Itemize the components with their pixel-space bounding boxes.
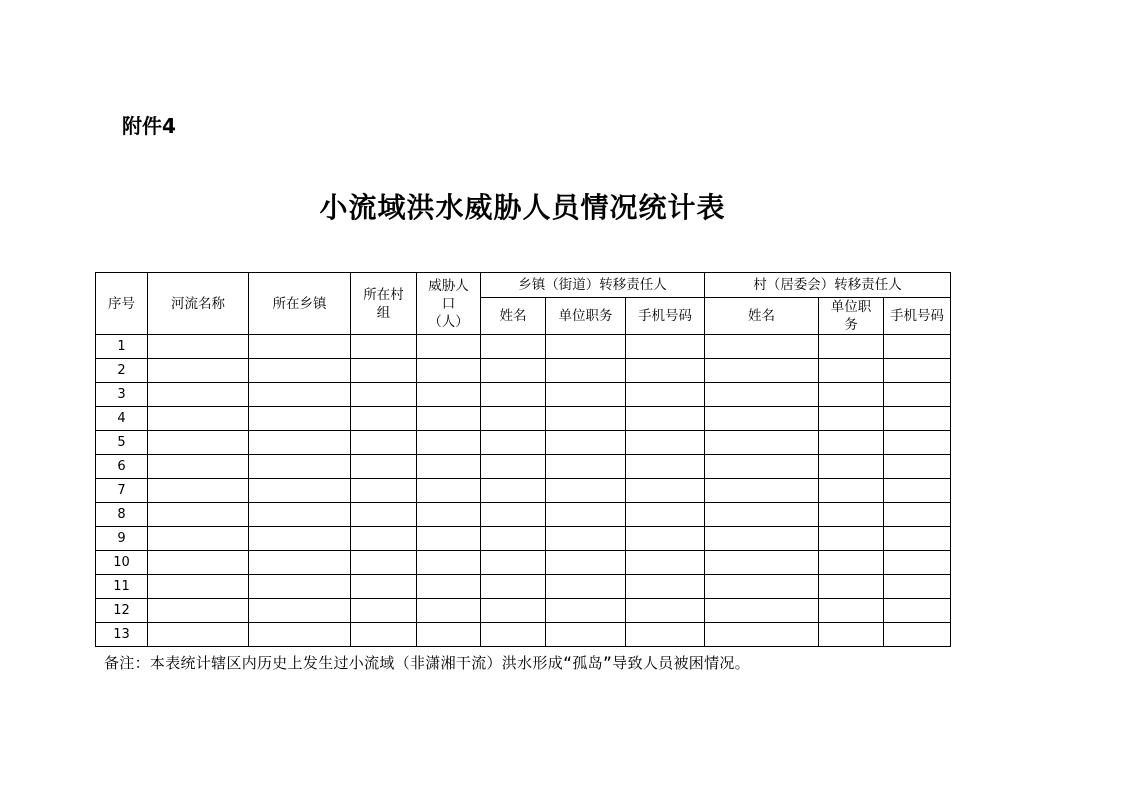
table-row: [96, 383, 951, 407]
footnote: 备注：本表统计辖区内历史上发生过小流域（非潇湘干流）洪水形成“孤岛”导致人员被困情况。: [104, 654, 750, 672]
table-cell[interactable]: [249, 575, 351, 599]
header-village-responsible: 村（居委会）转移责任人: [705, 273, 951, 298]
table-row: [96, 527, 951, 551]
row-number: 13: [96, 623, 148, 647]
table-cell[interactable]: [626, 551, 705, 575]
table-cell[interactable]: [884, 527, 951, 551]
table-cell[interactable]: [351, 359, 417, 383]
table-cell[interactable]: [417, 431, 481, 455]
table-row: [96, 575, 951, 599]
table-cell[interactable]: [546, 503, 626, 527]
table-cell[interactable]: [417, 479, 481, 503]
table-cell[interactable]: [819, 479, 884, 503]
row-number: 3: [96, 383, 148, 407]
table-cell[interactable]: [546, 479, 626, 503]
table-cell[interactable]: [148, 407, 249, 431]
table-cell[interactable]: [351, 335, 417, 359]
table-cell[interactable]: [481, 551, 546, 575]
row-number: 6: [96, 455, 148, 479]
row-number: 8: [96, 503, 148, 527]
table-cell[interactable]: [626, 599, 705, 623]
table-cell[interactable]: [417, 359, 481, 383]
table-cell[interactable]: [626, 623, 705, 647]
table-cell[interactable]: [705, 431, 819, 455]
row-number: 1: [96, 335, 148, 359]
table-row: [96, 455, 951, 479]
table-cell[interactable]: [351, 407, 417, 431]
table-cell[interactable]: [148, 383, 249, 407]
table-cell[interactable]: [249, 503, 351, 527]
table-cell[interactable]: [884, 383, 951, 407]
table-cell[interactable]: [546, 407, 626, 431]
table-cell[interactable]: [705, 527, 819, 551]
table-cell[interactable]: [148, 575, 249, 599]
table-row: [96, 407, 951, 431]
table-cell[interactable]: [884, 455, 951, 479]
table-cell[interactable]: [481, 527, 546, 551]
table-cell[interactable]: [884, 575, 951, 599]
header-township-phone: 手机号码: [626, 298, 705, 335]
table-row: [96, 431, 951, 455]
table-cell[interactable]: [417, 599, 481, 623]
table-cell[interactable]: [626, 479, 705, 503]
table-cell[interactable]: [884, 335, 951, 359]
table-cell[interactable]: [148, 599, 249, 623]
table-cell[interactable]: [351, 479, 417, 503]
table-cell[interactable]: [819, 503, 884, 527]
row-number: 9: [96, 527, 148, 551]
table-cell[interactable]: [481, 335, 546, 359]
table-cell[interactable]: [705, 479, 819, 503]
table-cell[interactable]: [249, 599, 351, 623]
table-row: [96, 503, 951, 527]
row-number: 5: [96, 431, 148, 455]
row-number: 12: [96, 599, 148, 623]
table-cell[interactable]: [705, 551, 819, 575]
table-cell[interactable]: [819, 599, 884, 623]
table-cell[interactable]: [819, 407, 884, 431]
table-row: [96, 479, 951, 503]
table-cell[interactable]: [249, 383, 351, 407]
table-cell[interactable]: [249, 335, 351, 359]
table-cell[interactable]: [884, 431, 951, 455]
header-village-name: 姓名: [705, 298, 819, 335]
table-cell[interactable]: [148, 359, 249, 383]
table-cell[interactable]: [351, 383, 417, 407]
table-cell[interactable]: [148, 335, 249, 359]
table-cell[interactable]: [705, 455, 819, 479]
table-cell[interactable]: [148, 455, 249, 479]
table-cell[interactable]: [546, 575, 626, 599]
table-cell[interactable]: [819, 623, 884, 647]
table-cell[interactable]: [705, 575, 819, 599]
table-cell[interactable]: [884, 551, 951, 575]
table-cell[interactable]: [626, 575, 705, 599]
table-cell[interactable]: [351, 503, 417, 527]
table-cell[interactable]: [884, 359, 951, 383]
table-cell[interactable]: [249, 527, 351, 551]
table-cell[interactable]: [705, 335, 819, 359]
table-cell[interactable]: [819, 383, 884, 407]
table-cell[interactable]: [546, 551, 626, 575]
header-seq: 序号: [96, 273, 148, 335]
table-cell[interactable]: [249, 359, 351, 383]
table-cell[interactable]: [481, 407, 546, 431]
table-cell[interactable]: [148, 551, 249, 575]
table-cell[interactable]: [546, 623, 626, 647]
table-cell[interactable]: [819, 455, 884, 479]
table-cell[interactable]: [546, 383, 626, 407]
table-cell[interactable]: [705, 383, 819, 407]
table-cell[interactable]: [417, 527, 481, 551]
table-cell[interactable]: [249, 407, 351, 431]
table-cell[interactable]: [148, 431, 249, 455]
row-number: 10: [96, 551, 148, 575]
table-cell[interactable]: [626, 503, 705, 527]
table-cell[interactable]: [481, 383, 546, 407]
table-cell[interactable]: [148, 503, 249, 527]
table-cell[interactable]: [546, 599, 626, 623]
table-cell[interactable]: [417, 335, 481, 359]
table-cell[interactable]: [481, 359, 546, 383]
table-cell[interactable]: [884, 407, 951, 431]
header-township-responsible: 乡镇（街道）转移责任人: [481, 273, 705, 298]
table-cell[interactable]: [884, 479, 951, 503]
table-cell[interactable]: [819, 527, 884, 551]
header-village-phone: 手机号码: [884, 298, 951, 335]
table-cell[interactable]: [481, 503, 546, 527]
table-cell[interactable]: [351, 455, 417, 479]
page-title: 小流域洪水威胁人员情况统计表: [319, 191, 726, 224]
table-cell[interactable]: [884, 599, 951, 623]
row-number: 7: [96, 479, 148, 503]
table-cell[interactable]: [819, 431, 884, 455]
table-cell[interactable]: [351, 551, 417, 575]
table-cell[interactable]: [351, 527, 417, 551]
table-cell[interactable]: [249, 551, 351, 575]
table-cell[interactable]: [417, 623, 481, 647]
table-cell[interactable]: [417, 551, 481, 575]
table-cell[interactable]: [546, 359, 626, 383]
table-cell[interactable]: [249, 431, 351, 455]
table-cell[interactable]: [705, 407, 819, 431]
header-village-group: 所在村组: [351, 273, 417, 335]
table-cell[interactable]: [148, 623, 249, 647]
table-cell[interactable]: [481, 455, 546, 479]
table-cell[interactable]: [351, 623, 417, 647]
table-cell[interactable]: [546, 431, 626, 455]
header-township: 所在乡镇: [249, 273, 351, 335]
row-number: 11: [96, 575, 148, 599]
table-cell[interactable]: [705, 359, 819, 383]
table-cell[interactable]: [626, 431, 705, 455]
table-row: [96, 335, 951, 359]
statistics-table: [95, 272, 951, 647]
header-township-name: 姓名: [481, 298, 546, 335]
table-cell[interactable]: [884, 623, 951, 647]
table-cell[interactable]: [546, 455, 626, 479]
table-cell[interactable]: [481, 599, 546, 623]
table-cell[interactable]: [819, 575, 884, 599]
row-number: 2: [96, 359, 148, 383]
table-cell[interactable]: [249, 479, 351, 503]
table-cell[interactable]: [546, 335, 626, 359]
table-cell[interactable]: [819, 359, 884, 383]
header-river-name: 河流名称: [148, 273, 249, 335]
table-cell[interactable]: [148, 527, 249, 551]
table-cell[interactable]: [351, 599, 417, 623]
table-cell[interactable]: [417, 383, 481, 407]
table-row: [96, 551, 951, 575]
table-cell[interactable]: [819, 335, 884, 359]
table-cell[interactable]: [626, 335, 705, 359]
table-row: [96, 623, 951, 647]
table-row: [96, 599, 951, 623]
table-row: [96, 359, 951, 383]
table-cell[interactable]: [417, 575, 481, 599]
table-cell[interactable]: [417, 455, 481, 479]
table-cell[interactable]: [705, 599, 819, 623]
table-cell[interactable]: [626, 527, 705, 551]
header-threatened-population: 威胁人口（人）: [417, 273, 481, 335]
header-village-unit-position: 单位职务: [819, 298, 884, 335]
table-cell[interactable]: [148, 479, 249, 503]
table-cell[interactable]: [481, 575, 546, 599]
table-cell[interactable]: [626, 359, 705, 383]
table-cell[interactable]: [351, 431, 417, 455]
table-cell[interactable]: [351, 575, 417, 599]
table-cell[interactable]: [417, 407, 481, 431]
table-cell[interactable]: [626, 455, 705, 479]
table-cell[interactable]: [546, 527, 626, 551]
table-cell[interactable]: [626, 407, 705, 431]
table-cell[interactable]: [249, 623, 351, 647]
table-cell[interactable]: [819, 551, 884, 575]
header-township-unit-position: 单位职务: [546, 298, 626, 335]
table-cell[interactable]: [417, 503, 481, 527]
table-cell[interactable]: [626, 383, 705, 407]
table-cell[interactable]: [481, 623, 546, 647]
table-cell[interactable]: [481, 431, 546, 455]
annex-label: 附件4: [122, 114, 176, 138]
table-cell[interactable]: [705, 503, 819, 527]
table-cell[interactable]: [705, 623, 819, 647]
row-number: 4: [96, 407, 148, 431]
table-cell[interactable]: [481, 479, 546, 503]
table-cell[interactable]: [884, 503, 951, 527]
table-cell[interactable]: [249, 455, 351, 479]
